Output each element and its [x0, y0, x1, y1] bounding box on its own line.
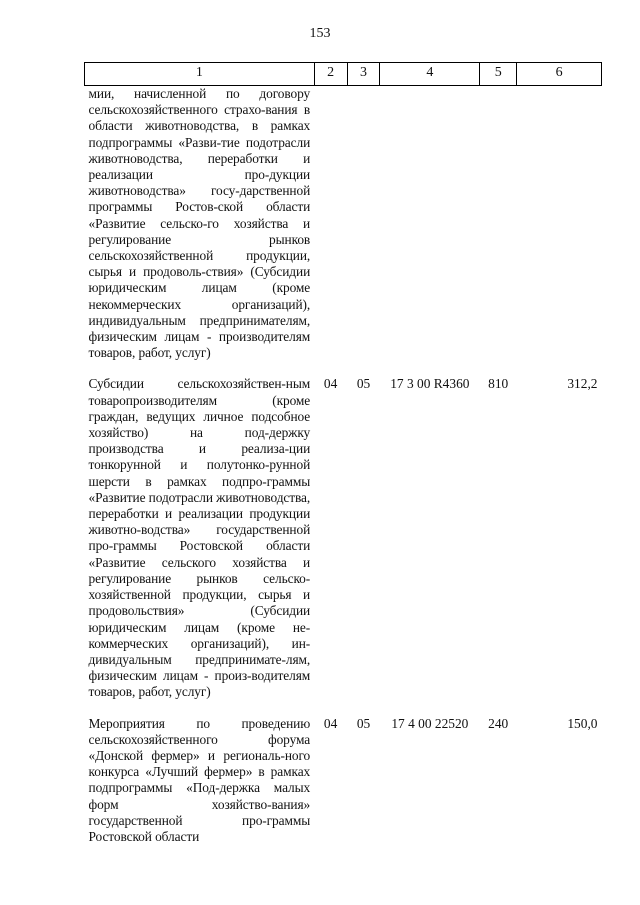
row-amount: 312,2	[567, 376, 598, 392]
table-row	[85, 361, 602, 700]
row-target: 17 3 00 R4360	[390, 376, 470, 392]
budget-table	[84, 62, 602, 845]
row-expense-type: 240	[488, 715, 509, 731]
row-expense-type: 810	[488, 376, 509, 392]
header-col-6: 6	[517, 63, 602, 86]
row-expense-type	[480, 86, 517, 362]
row-description: Мероприятия по проведению сельскохозяйственного форума «Донской фермер» и региональ-ного конкурса «Лучший фермер» в рамках подпрограммы «Под-держка малых форм хозяйство-вания» государственной про-граммы Ростовской области	[88, 715, 311, 844]
header-col-1: 1	[85, 63, 315, 86]
header-col-3: 3	[347, 63, 380, 86]
row-section: 04	[323, 376, 338, 392]
row-subsection: 05	[356, 715, 371, 731]
row-subsection: 05	[356, 376, 371, 392]
table-header	[85, 63, 602, 86]
table-row	[85, 86, 602, 362]
row-subsection	[347, 86, 380, 362]
row-description: Субсидии сельскохозяйствен-ным товаропроизводителям (кроме граждан, ведущих личное подсобное хозяйство) на под-держку производства и реализа-ции тонкорунной и полутонко-рунной шерсти в рамках подпро-граммы «Развитие подотрасли животноводства, переработки и реализации продукции животно-водства» государственной про-граммы Ростовской области «Развитие сельского хозяйства и регулирование рынков сельско-хозяйственной продукции, сырья и продовольствия» (Субсидии юридическим лицам (кроме не-коммерческих организаций), ин-дивидуальным предпринимате-лям, физическим лицам - произ-водителям товаров, работ, услуг)	[88, 376, 311, 700]
row-description: мии, начисленной по договору сельскохозяйственного страхо-вания в области животноводства, в рамках подпрограммы «Разви-тие подотрасли животноводства, переработки и реализации про-дукции животноводства» госу-дарственной программы Ростов-ской области «Развитие сельско-го хозяйства и регулирование рынков сельскохозяйственной продукции, сырья и продоволь-ствия» (Субсидии юридическим лицам (кроме некоммерческих организаций), индивидуальным предпринимателям, физическим лицам - производителям товаров, работ, услуг)	[88, 86, 311, 361]
header-col-5: 5	[480, 63, 517, 86]
row-target	[380, 86, 480, 362]
table-row	[85, 701, 602, 846]
header-col-2: 2	[314, 63, 347, 86]
row-target: 17 4 00 22520	[391, 715, 469, 731]
header-col-4: 4	[380, 63, 480, 86]
row-amount: 150,0	[567, 715, 598, 731]
row-section: 04	[323, 715, 338, 731]
page-number: 153	[309, 26, 331, 41]
header-row	[85, 63, 602, 86]
row-section	[314, 86, 347, 362]
row-amount	[517, 86, 602, 362]
